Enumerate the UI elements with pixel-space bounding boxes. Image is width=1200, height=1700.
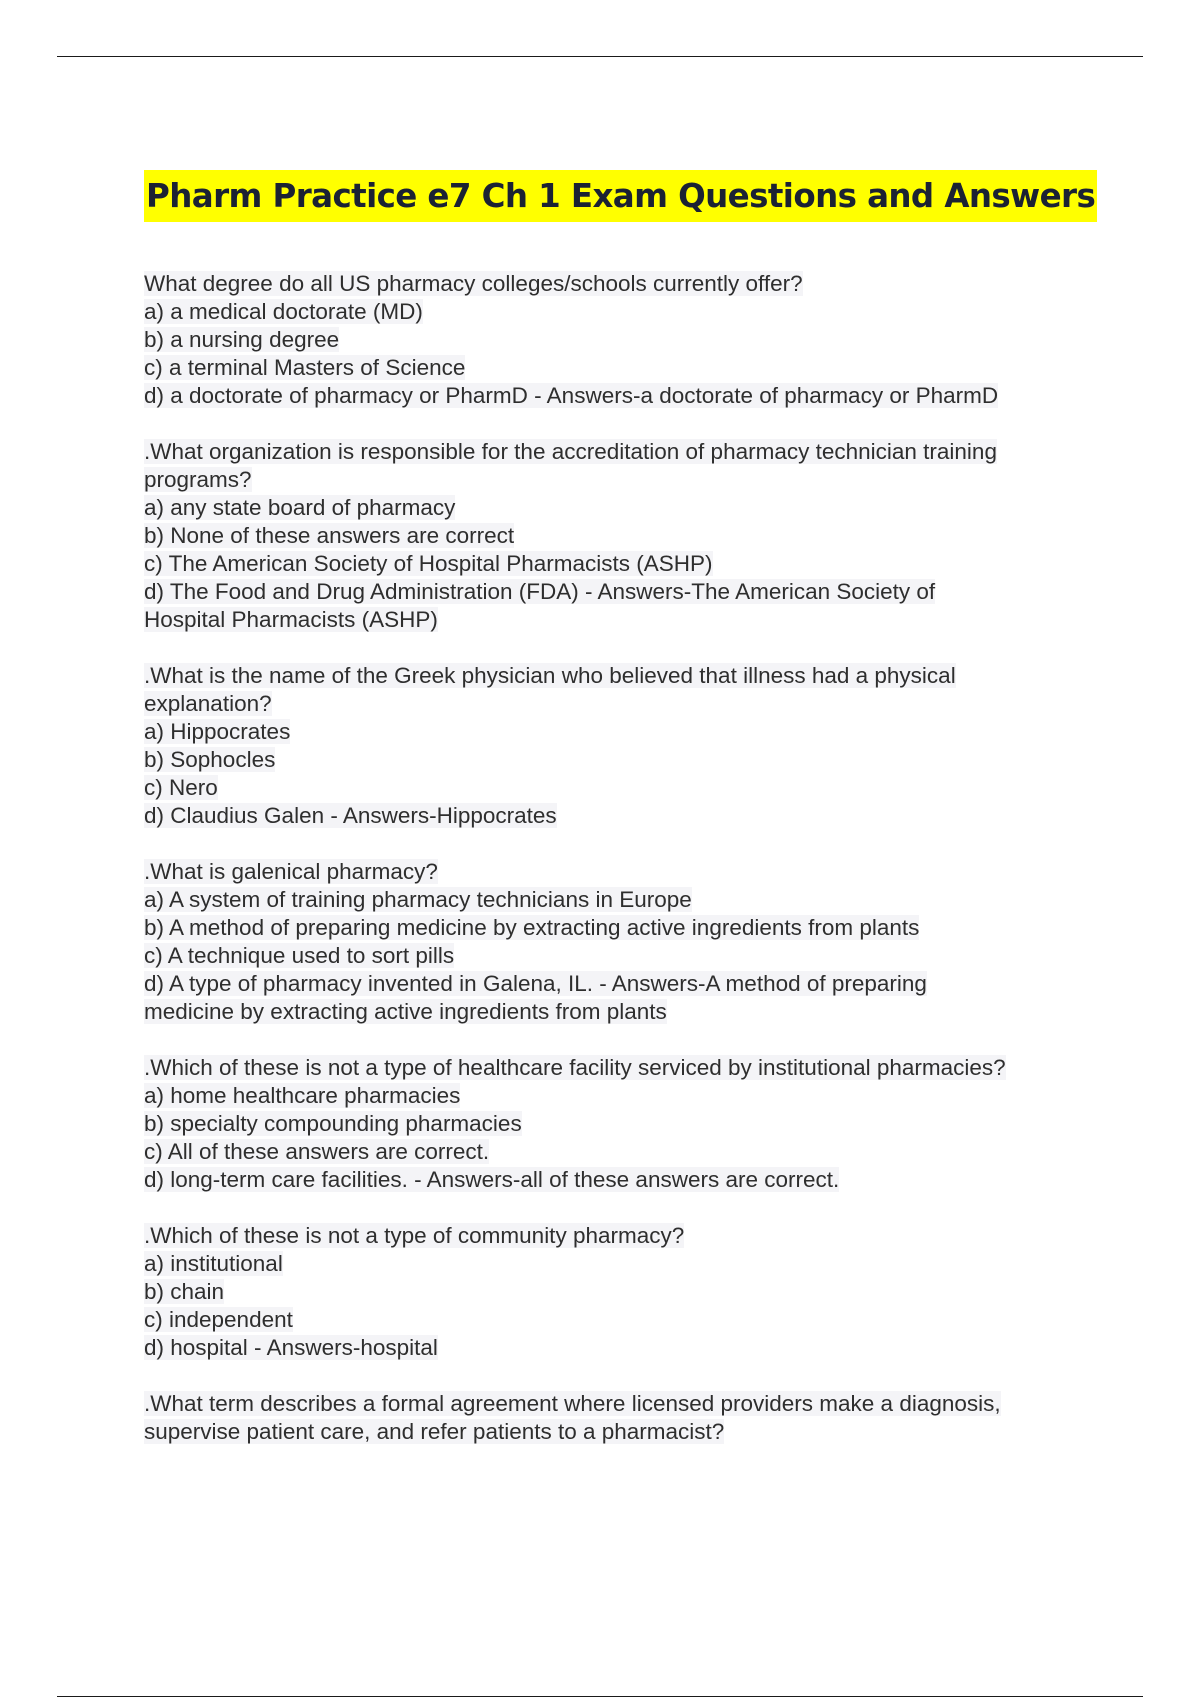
answer-option: b) a nursing degree	[144, 327, 340, 352]
answer-option: b) chain	[144, 1279, 225, 1304]
question-text: .What is the name of the Greek physician who believed that illness had a physical	[144, 663, 956, 688]
answer-option: c) All of these answers are correct.	[144, 1139, 490, 1164]
page-title: Pharm Practice e7 Ch 1 Exam Questions and Answers	[144, 170, 1097, 222]
question-block-3	[144, 662, 1094, 830]
question-block-7	[144, 1390, 1094, 1446]
answer-option-with-answer: d) The Food and Drug Administration (FDA) - Answers-The American Society of	[144, 579, 936, 604]
answer-option: a) A system of training pharmacy technicians in Europe	[144, 887, 692, 912]
answer-option: b) Sophocles	[144, 747, 276, 772]
question-list	[144, 270, 1094, 1474]
question-text: supervise patient care, and refer patients to a pharmacist?	[144, 1419, 725, 1444]
question-text: .What term describes a formal agreement where licensed providers make a diagnosis,	[144, 1391, 1001, 1416]
answer-option-with-answer: d) a doctorate of pharmacy or PharmD - Answers-a doctorate of pharmacy or PharmD	[144, 383, 999, 408]
question-text: .What organization is responsible for the accreditation of pharmacy technician training	[144, 439, 997, 464]
answer-option: b) None of these answers are correct	[144, 523, 515, 548]
answer-option-with-answer: d) A type of pharmacy invented in Galena, IL. - Answers-A method of preparing	[144, 971, 927, 996]
answer-text: Hospital Pharmacists (ASHP)	[144, 607, 438, 632]
question-text: What degree do all US pharmacy colleges/schools currently offer?	[144, 271, 803, 296]
question-block-1	[144, 270, 1094, 410]
question-block-6	[144, 1222, 1094, 1362]
answer-option-with-answer: d) hospital - Answers-hospital	[144, 1335, 438, 1360]
question-block-4	[144, 858, 1094, 1026]
footer-rule	[57, 1696, 1143, 1697]
answer-option: b) specialty compounding pharmacies	[144, 1111, 522, 1136]
answer-option: c) The American Society of Hospital Pharmacists (ASHP)	[144, 551, 713, 576]
answer-option: c) Nero	[144, 775, 218, 800]
question-text: programs?	[144, 467, 252, 492]
question-text: explanation?	[144, 691, 272, 716]
answer-option: a) a medical doctorate (MD)	[144, 299, 423, 324]
answer-option: a) home healthcare pharmacies	[144, 1083, 461, 1108]
answer-option: c) a terminal Masters of Science	[144, 355, 466, 380]
question-text: .Which of these is not a type of community pharmacy?	[144, 1223, 685, 1248]
answer-option-with-answer: d) long-term care facilities. - Answers-all of these answers are correct.	[144, 1167, 840, 1192]
question-block-5	[144, 1054, 1094, 1194]
answer-option: b) A method of preparing medicine by extracting active ingredients from plants	[144, 915, 920, 940]
title-wrap	[144, 170, 1094, 222]
question-text: .What is galenical pharmacy?	[144, 859, 438, 884]
question-block-2	[144, 438, 1094, 634]
answer-option-with-answer: d) Claudius Galen - Answers-Hippocrates	[144, 803, 557, 828]
answer-option: c) independent	[144, 1307, 293, 1332]
answer-option: a) Hippocrates	[144, 719, 291, 744]
answer-option: a) institutional	[144, 1251, 283, 1276]
question-text: .Which of these is not a type of healthcare facility serviced by institutional pharmacies?	[144, 1055, 1006, 1080]
answer-text: medicine by extracting active ingredients from plants	[144, 999, 667, 1024]
answer-option: a) any state board of pharmacy	[144, 495, 456, 520]
header-rule	[57, 56, 1143, 57]
answer-option: c) A technique used to sort pills	[144, 943, 455, 968]
